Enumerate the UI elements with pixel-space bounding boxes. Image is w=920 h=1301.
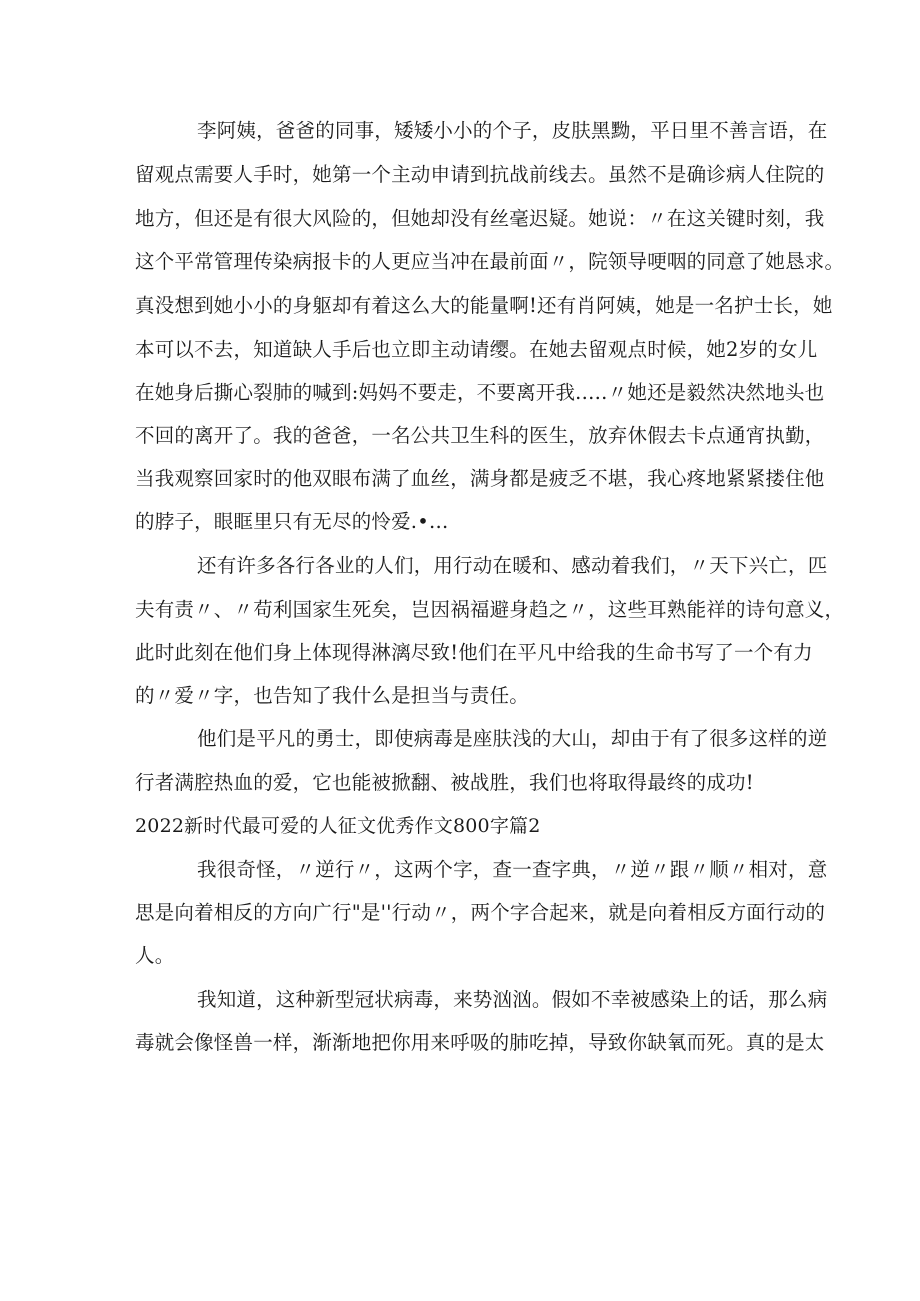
paragraph-1-line-6: 本可以不去，知道缺人手后也立即主动请缨。在她去留观点时候，她2岁的女儿 xyxy=(135,338,818,361)
paragraph-3-line-1: 他们是平凡的勇士，即使病毒是座肤浅的大山，却由于有了很多这样的逆 xyxy=(197,727,828,750)
paragraph-1-line-10: 的脖子，眼眶里只有无尽的怜爱.•… xyxy=(135,510,449,533)
paragraph-1-line-9: 当我观察回家时的他双眼布满了血丝，满身都是疲乏不堪，我心疼地紧紧搂住他 xyxy=(135,467,825,490)
paragraph-2-line-4: 的〃爱〃字，也告知了我什么是担当与责任。 xyxy=(135,684,530,707)
paragraph-4-line-2: 思是向着相反的方向广行"是''行动〃，两个字合起来，就是向着相反方面行动的 xyxy=(135,901,826,924)
paragraph-4-line-3: 人。 xyxy=(135,944,175,967)
paragraph-5-line-1: 我知道，这种新型冠状病毒，来势汹汹。假如不幸被感染上的话，那么病 xyxy=(197,988,828,1011)
paragraph-3-line-2: 行者满腔热血的爱，它也能被掀翻、被战胜，我们也将取得最终的成功! xyxy=(135,771,754,794)
paragraph-1-line-8: 不回的离开了。我的爸爸，一名公共卫生科的医生，放弃休假去卡点通宵执勤， xyxy=(135,424,825,447)
section-heading: 2022新时代最可爱的人征文优秀作文800字篇2 xyxy=(135,815,541,837)
paragraph-1-line-2: 留观点需要人手时，她第一个主动申请到抗战前线去。虽然不是确诊病人住院的 xyxy=(135,163,825,186)
paragraph-1-line-5: 真没想到她小小的身躯却有着这么大的能量啊!还有肖阿姨，她是一名护士长，她 xyxy=(135,294,833,317)
paragraph-1-line-7: 在她身后撕心裂肺的喊到:妈妈不要走，不要离开我..…〃她还是毅然决然地头也 xyxy=(135,381,825,404)
paragraph-2-line-2: 夫有责〃、〃苟利国家生死矣，岂因祸福避身趋之〃，这些耳熟能祥的诗句意义， xyxy=(135,598,845,621)
paragraph-2-line-1: 还有许多各行各业的人们，用行动在暖和、感动着我们，〃天下兴亡，匹 xyxy=(197,554,828,577)
paragraph-2-line-3: 此时此刻在他们身上体现得淋漓尽致!他们在平凡中给我的生命书写了一个有力 xyxy=(135,641,813,664)
paragraph-5-line-2: 毒就会像怪兽一样，渐渐地把你用来呼吸的肺吃掉，导致你缺氧而死。真的是太 xyxy=(135,1031,825,1054)
paragraph-4-line-1: 我很奇怪，〃逆行〃，这两个字，查一查字典，〃逆〃跟〃顺〃相对，意 xyxy=(197,858,828,881)
paragraph-1-line-4: 这个平常管理传染病报卡的人更应当冲在最前面〃，院领导哽咽的同意了她恳求。 xyxy=(135,250,845,273)
paragraph-1-line-1: 李阿姨，爸爸的同事，矮矮小小的个子，皮肤黑黝，平日里不善言语，在 xyxy=(197,119,828,142)
paragraph-1-line-3: 地方，但还是有很大风险的，但她却没有丝毫迟疑。她说：〃在这关键时刻，我 xyxy=(135,207,825,230)
